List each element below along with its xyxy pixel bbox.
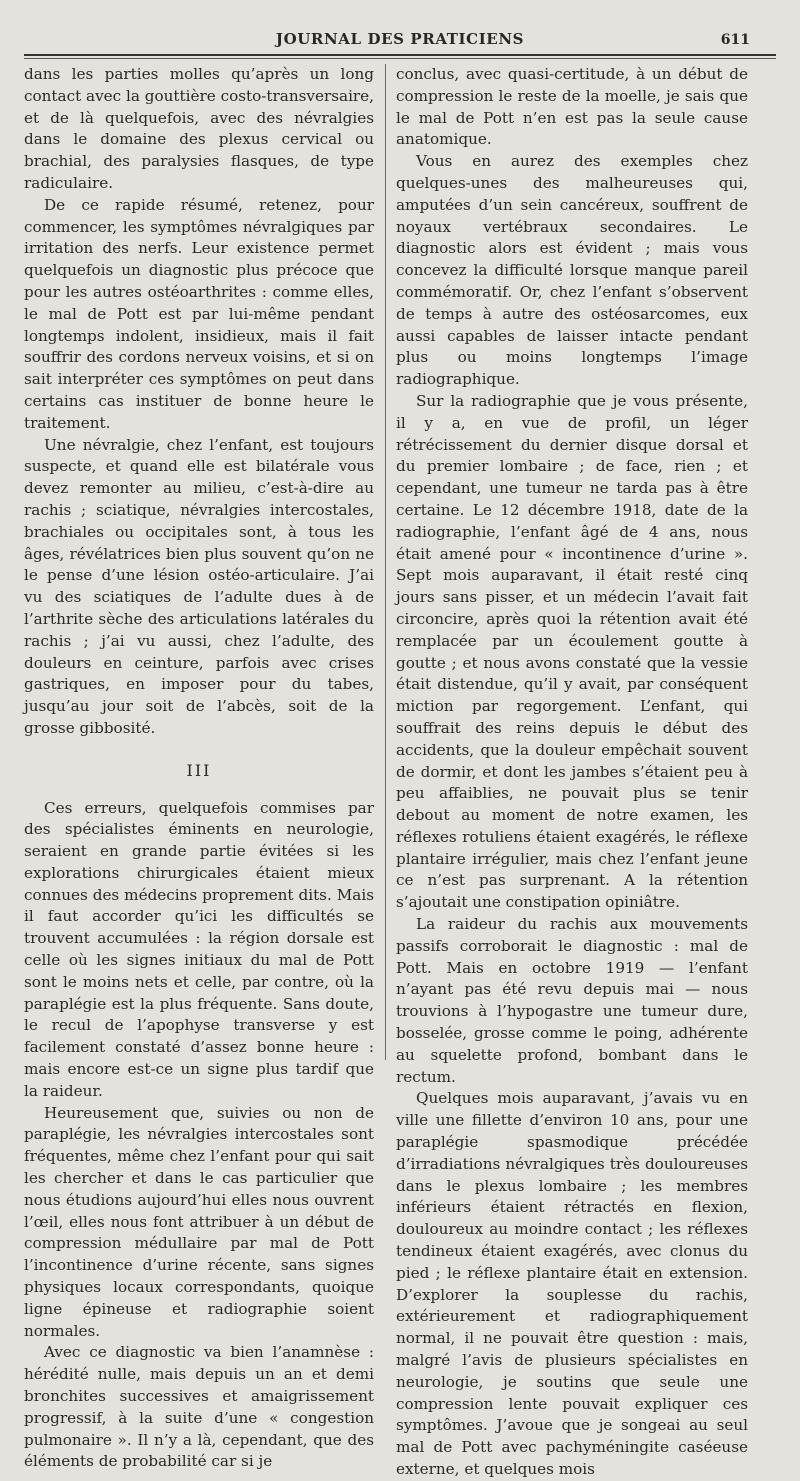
- section-heading: III: [186, 760, 212, 780]
- paragraph: Avec ce diagnostic va bien l’anamnèse : hérédité nulle, mais depuis un an et demi bronchites successives et amaigrissement progressif, à la suite d’une « congestion pulmonaire ». Il n’y a là, cependant, que des éléments de probabilité car si je: [24, 1343, 374, 1471]
- running-title: JOURNAL DES PRATICIENS: [275, 30, 525, 48]
- right-column: [396, 64, 748, 1478]
- paragraph: Une névralgie, chez l’enfant, est toujours suspecte, et quand elle est bilatérale vous devez remonter au milieu, c’est-à-dire au rachis ; sciatique, névralgies intercostales, brachiales ou occipitales sont, à tous les âges, révélatrices bien plus souvent qu’on ne le pense d’une lésion ostéo-articulaire. J’ai vu des sciatiques de l’adulte dues à de l’arthrite sèche des articulations latérales du rachis ; j’ai vu aussi, chez l’adulte, des douleurs en ceinture, parfois avec crises gastriques, en imposer pour du tabes, jusqu’au jour soit de l’abcès, soit de la grosse gibbosité.: [24, 435, 374, 737]
- header-rule: [24, 54, 776, 56]
- paragraph: Ces erreurs, quelquefois commises par des spécialistes éminents en neurologie, seraient en grande partie évitées si les explorations chirurgicales étaient mieux connues des médecins proprement dits. Mais il faut accorder qu’ici les difficultés se trouvent accumulées : la région dorsale est celle où les signes initiaux du mal de Pott sont le moins nets et celle, par contre, où la paraplégie est la plus fréquente. Sans doute, le recul de l’apophyse transverse y est facilement constaté d’assez bonne heure : mais encore est-ce un signe plus tardif que la raideur.: [24, 798, 374, 1100]
- paragraph: Vous en aurez des exemples chez quelques-unes des malheureuses qui, amputées d’un sein cancéreux, souffrent de noyaux vertébraux secondaires. Le diagnostic alors est évident ; mais vous concevez la difficulté lorsque manque pareil commémoratif. Or, chez l’enfant s’observent de temps à autre des ostéosarcomes, eux aussi capables de laisser intacte pendant plus ou moins longtemps l’image radiographique.: [396, 152, 748, 389]
- page-number: 611: [720, 32, 750, 48]
- paragraph: conclus, avec quasi-certitude, à un début de compression le reste de la moelle, je sais que le mal de Pott n’en est pas la seule cause anatomique.: [396, 65, 748, 149]
- paragraph: dans les parties molles qu’après un long contact avec la gouttière costo-transversaire, et de là quelquefois, avec des névralgies dans le domaine des plexus cervical ou brachial, des paralysies flasques, de type radiculaire.: [24, 65, 374, 192]
- paragraph: Sur la radiographie que je vous présente, il y a, en vue de profil, un léger rétrécissement du dernier disque dorsal et du premier lombaire ; de face, rien ; et cependant, une tumeur ne tarda pas à être certaine. Le 12 décembre 1918, date de la radiographie, l’enfant âgé de 4 ans, nous était amené pour « incontinence d’urine ». Sept mois auparavant, il était resté cinq jours sans pisser, et un médecin l’avait fait circoncire, après quoi la rétention avait été remplacée par un écoulement goutte à goutte ; et nous avons constaté que la vessie était distendue, qu’il y avait, par conséquent miction par regorgement. L’enfant, qui souffrait des reins depuis le début des accidents, que la douleur empêchait souvent de dormir, et dont les jambes s’étaient peu à peu affaiblies, ne pouvait plus se tenir debout au moment de notre examen, les réflexes rotuliens étaient exagérés, le réflexe plantaire irrégulier, mais chez l’enfant jeune ce n’est pas surprenant. A la rétention s’ajoutait une constipation opiniâtre.: [396, 391, 748, 912]
- left-column: [24, 64, 374, 1471]
- paragraph: Heureusement que, suivies ou non de paraplégie, les névralgies intercostales sont fréquentes, même chez l’enfant pour qui sait les chercher et dans le cas particulier que nous étudions aujourd’hui elles nous ouvrent l’œil, elles nous font attribuer à un début de compression médullaire par mal de Pott l’incontinence d’urine récente, sans signes physiques locaux correspondants, quoique ligne épineuse et radiographie soient normales.: [24, 1103, 374, 1340]
- paragraph: La raideur du rachis aux mouvements passifs corroborait le diagnostic : mal de Pott. Mais en octobre 1919 — l’enfant n’ayant pas été revu depuis mai — nous trouvions à l’hypogastre une tumeur dure, bosselée, grosse comme le poing, adhérente au squelette profond, bombant dans le rectum.: [396, 915, 748, 1086]
- page-header: [24, 30, 776, 52]
- column-divider: [385, 64, 386, 1060]
- header-rule-thin: [24, 58, 776, 59]
- paragraph: De ce rapide résumé, retenez, pour commencer, les symptômes névralgiques par irritation des nerfs. Leur existence permet quelquefois un diagnostic plus précoce que pour les autres ostéoarthrites : comme elles, le mal de Pott est par lui-même pendant longtemps indolent, insidieux, mais il fait souffrir des cordons nerveux voisins, et si on sait interpréter ces symptômes on peut dans certains cas instituer de bonne heure le traitement.: [24, 195, 374, 432]
- paragraph: Quelques mois auparavant, j’avais vu en ville une fillette d’environ 10 ans, pour une paraplégie spasmodique précédée d’irradiations névralgiques très douloureuses dans le plexus lombaire ; les membres inférieurs étaient rétractés en flexion, douloureux au moindre contact ; les réflexes tendineux étaient exagérés, avec clonus du pied ; le réflexe plantaire était en extension. D’explorer la souplesse du rachis, extérieurement et radiographiquement normal, il ne pouvait être question : mais, malgré l’avis de plusieurs spécialistes en neurologie, je soutins que seule une compression lente pouvait expliquer ces symptômes. J’avoue que je songeai au seul mal de Pott avec pachyméningite caséeuse externe, et quelques mois: [396, 1089, 748, 1478]
